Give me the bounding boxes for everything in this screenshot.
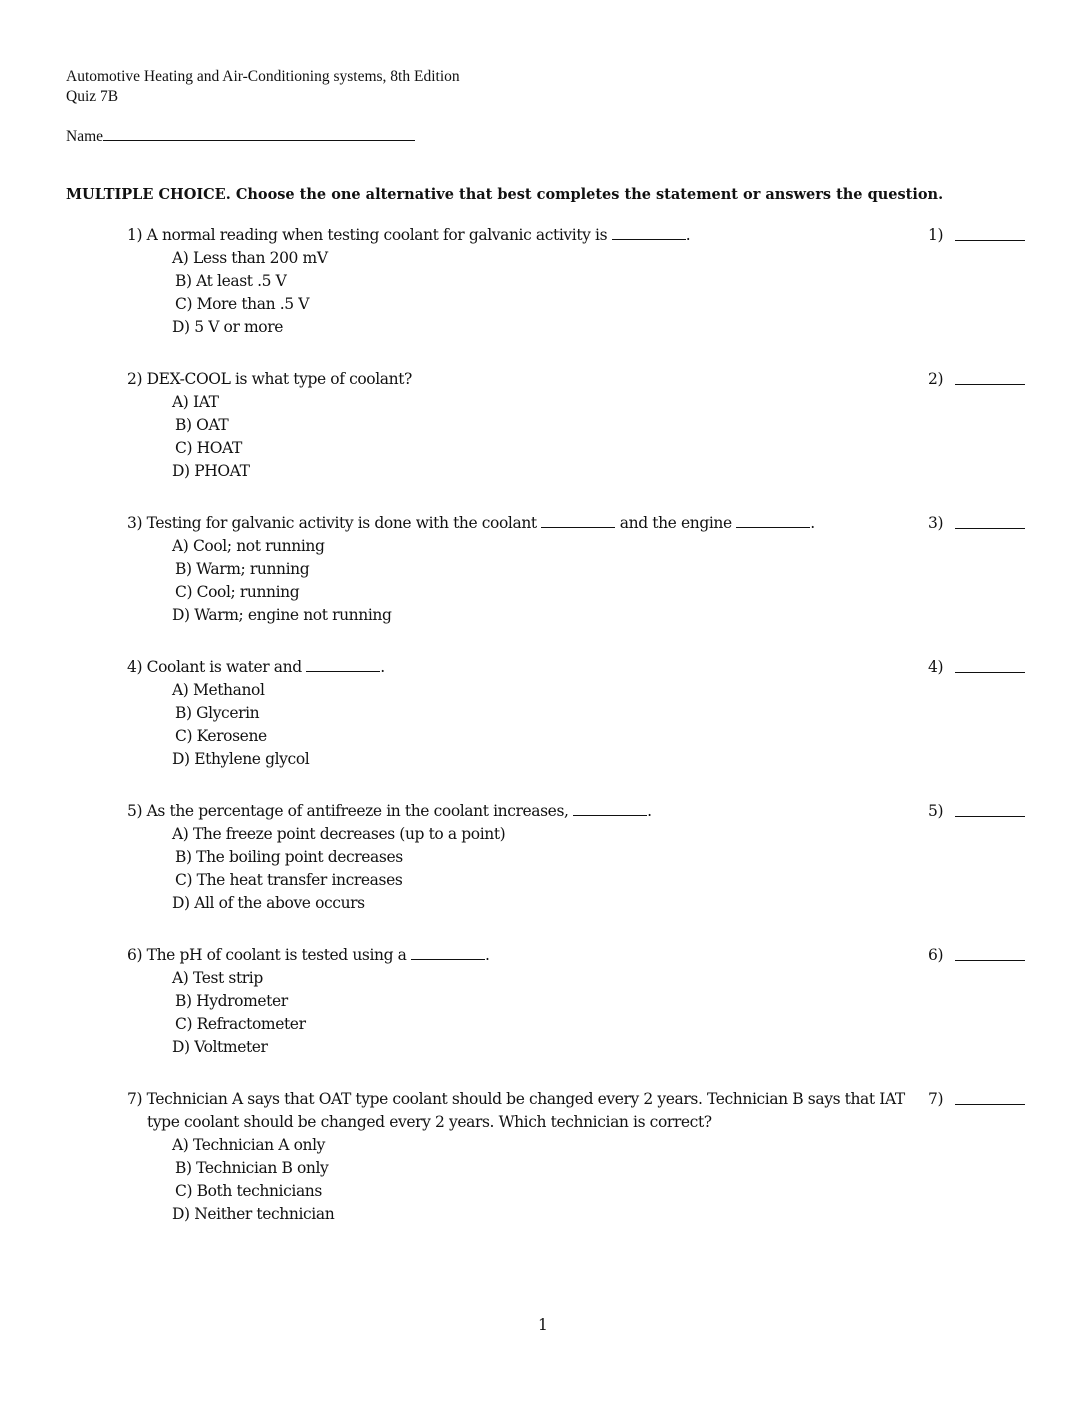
answer-line bbox=[955, 816, 1025, 817]
name-field bbox=[66, 126, 415, 146]
question-text-part: Testing for galvanic activity is done with the coolant bbox=[146, 514, 542, 532]
name-line bbox=[103, 126, 415, 141]
answer-option: D) PHOAT bbox=[172, 462, 250, 480]
question-1 bbox=[127, 224, 1087, 339]
question-text bbox=[127, 944, 932, 967]
fill-in-blank bbox=[612, 225, 686, 240]
question-number: 4) bbox=[127, 658, 143, 676]
answer-option: C) Cool; running bbox=[175, 583, 300, 601]
question-number: 2) bbox=[127, 370, 143, 388]
question-number: 3) bbox=[127, 514, 143, 532]
question-7 bbox=[127, 1088, 1087, 1226]
question-4 bbox=[127, 656, 1087, 771]
answer-option: D) 5 V or more bbox=[172, 318, 283, 336]
question-text-part: The pH of coolant is tested using a bbox=[146, 946, 412, 964]
answer-option: D) Neither technician bbox=[172, 1205, 335, 1223]
answer-line bbox=[955, 672, 1025, 673]
page-number: 1 bbox=[538, 1316, 548, 1334]
question-text-part: . bbox=[485, 946, 490, 964]
instructions-text: MULTIPLE CHOICE. Choose the one alternative that best completes the statement or answers the question. bbox=[66, 186, 944, 203]
question-number: 1) bbox=[127, 226, 143, 244]
answer-option: A) IAT bbox=[172, 393, 219, 411]
answer-number: 3) bbox=[928, 514, 944, 532]
answer-line bbox=[955, 960, 1025, 961]
question-text-part: A normal reading when testing coolant for galvanic activity is bbox=[146, 226, 612, 244]
answer-option: C) More than .5 V bbox=[175, 295, 310, 313]
answer-number: 1) bbox=[928, 226, 944, 244]
question-text bbox=[127, 656, 932, 679]
quiz-title: Quiz 7B bbox=[66, 88, 119, 105]
question-3 bbox=[127, 512, 1087, 627]
answer-line bbox=[955, 1104, 1025, 1105]
question-text-part: . bbox=[685, 226, 691, 244]
question-text-part: Technician A says that OAT type coolant should be changed every 2 years. Technician B says that IAT type coolant should be changed every 2 years. Which technician is correct? bbox=[146, 1090, 905, 1131]
answer-option: B) Glycerin bbox=[175, 704, 260, 722]
question-text-part: . bbox=[380, 658, 385, 676]
question-text-part: Coolant is water and bbox=[146, 658, 307, 676]
fill-in-blank bbox=[573, 801, 647, 816]
answer-option: A) Cool; not running bbox=[172, 537, 325, 555]
answer-option: A) The freeze point decreases (up to a point) bbox=[172, 825, 506, 843]
fill-in-blank bbox=[306, 657, 380, 672]
answer-option: C) Refractometer bbox=[175, 1015, 306, 1033]
question-text bbox=[127, 368, 932, 391]
answer-option: B) OAT bbox=[175, 416, 229, 434]
answer-option: D) All of the above occurs bbox=[172, 894, 365, 912]
question-text-part: and the engine bbox=[615, 514, 737, 532]
fill-in-blank bbox=[736, 513, 810, 528]
instructions bbox=[66, 186, 943, 204]
answer-option: B) Warm; running bbox=[175, 560, 310, 578]
answer-option: D) Warm; engine not running bbox=[172, 606, 392, 624]
answer-number: 5) bbox=[928, 802, 944, 820]
answer-option: A) Technician A only bbox=[172, 1136, 326, 1154]
answer-option: B) The boiling point decreases bbox=[175, 848, 403, 866]
question-text bbox=[127, 800, 932, 823]
question-number: 7) bbox=[127, 1090, 143, 1108]
answer-option: A) Less than 200 mV bbox=[172, 249, 328, 267]
question-text bbox=[127, 224, 932, 247]
question-6 bbox=[127, 944, 1087, 1059]
question-text-part: . bbox=[810, 514, 815, 532]
answer-number: 6) bbox=[928, 946, 944, 964]
question-text bbox=[127, 512, 932, 535]
answer-option: D) Ethylene glycol bbox=[172, 750, 310, 768]
answer-option: A) Methanol bbox=[172, 681, 265, 699]
question-text-part: . bbox=[647, 802, 652, 820]
course-title: Automotive Heating and Air-Conditioning systems, 8th Edition bbox=[66, 68, 460, 85]
fill-in-blank bbox=[411, 945, 485, 960]
answer-number: 7) bbox=[928, 1090, 944, 1108]
question-5 bbox=[127, 800, 1087, 915]
name-label: Name bbox=[66, 128, 104, 145]
answer-number: 2) bbox=[928, 370, 944, 388]
answer-option: A) Test strip bbox=[172, 969, 263, 987]
fill-in-blank bbox=[541, 513, 615, 528]
question-2 bbox=[127, 368, 1087, 483]
answer-number: 4) bbox=[928, 658, 944, 676]
answer-option: B) Hydrometer bbox=[175, 992, 288, 1010]
answer-option: B) At least .5 V bbox=[175, 272, 287, 290]
answer-option: B) Technician B only bbox=[175, 1159, 329, 1177]
question-number: 6) bbox=[127, 946, 143, 964]
answer-option: C) Both technicians bbox=[175, 1182, 322, 1200]
question-text-part: As the percentage of antifreeze in the coolant increases, bbox=[146, 802, 574, 820]
question-text bbox=[127, 1088, 932, 1134]
question-text-part: DEX-COOL is what type of coolant? bbox=[146, 370, 412, 388]
question-number: 5) bbox=[127, 802, 143, 820]
answer-option: D) Voltmeter bbox=[172, 1038, 268, 1056]
answer-option: C) Kerosene bbox=[175, 727, 267, 745]
answer-line bbox=[955, 240, 1025, 241]
answer-option: C) HOAT bbox=[175, 439, 242, 457]
answer-line bbox=[955, 528, 1025, 529]
answer-line bbox=[955, 384, 1025, 385]
answer-option: C) The heat transfer increases bbox=[175, 871, 403, 889]
